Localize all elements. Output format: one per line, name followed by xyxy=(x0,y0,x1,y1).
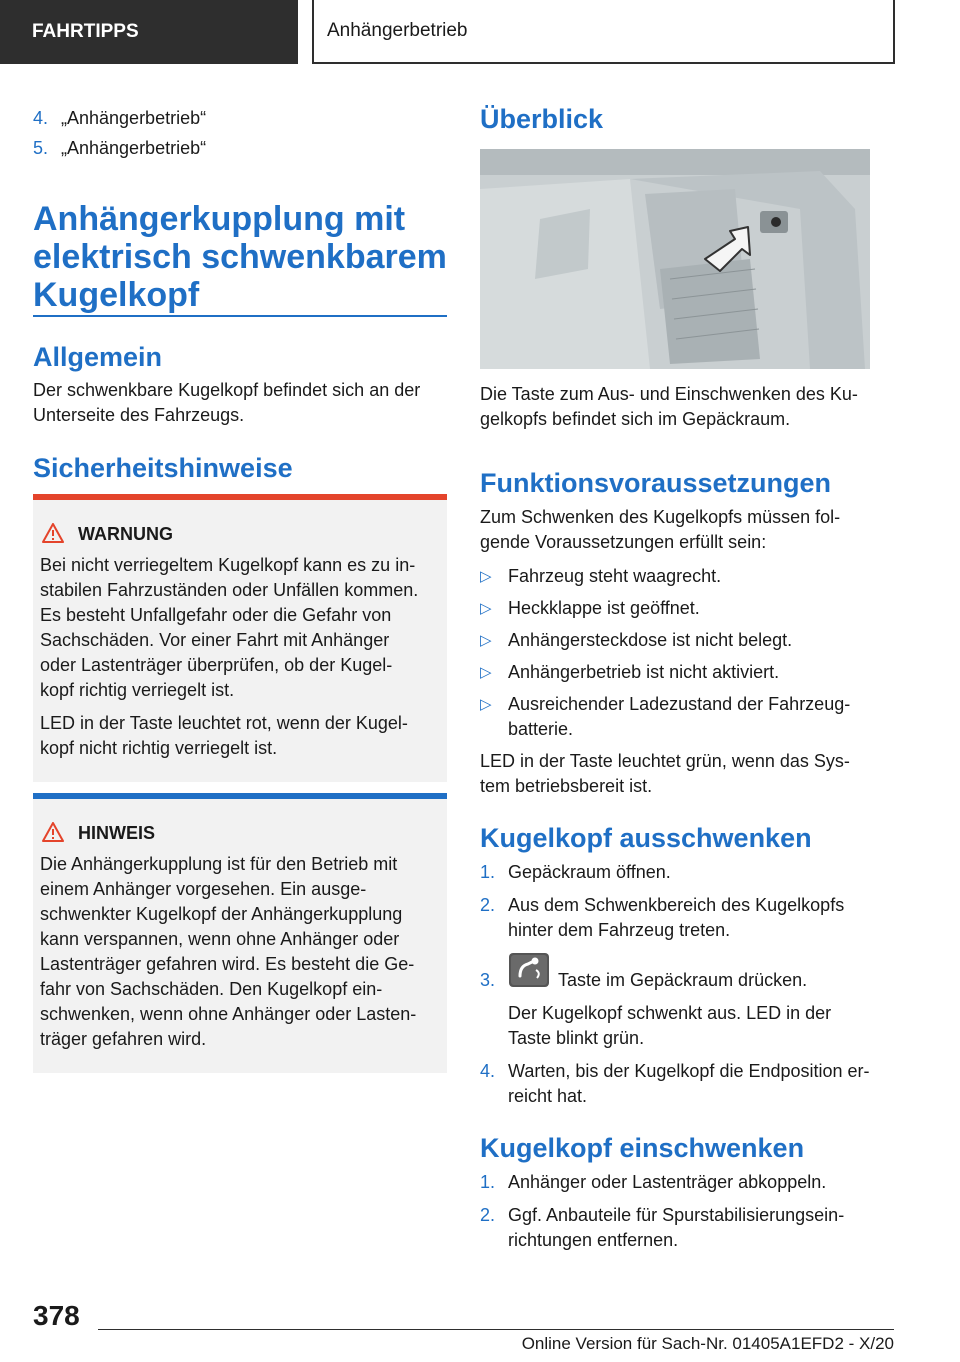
step-text: Taste im Gepäckraum drücken. xyxy=(558,970,808,990)
step-item xyxy=(480,893,900,943)
bullet-text xyxy=(508,692,898,742)
text-line: Zum Schwenken des Kugelkopfs müssen fol- xyxy=(480,507,841,527)
warning-bar xyxy=(33,494,447,500)
allgemein-text xyxy=(33,378,453,428)
text-line: reicht hat. xyxy=(508,1086,588,1106)
text-line: tem betriebsbereit ist. xyxy=(480,776,653,796)
bullet-text: Heckklappe ist geöffnet. xyxy=(508,598,700,618)
step-number: 2. xyxy=(480,895,496,915)
func-intro xyxy=(480,505,900,555)
text-line: gelkopfs befindet sich im Gepäckraum. xyxy=(480,409,791,429)
trunk-illustration xyxy=(480,149,870,369)
section-title: FAHRTIPPS xyxy=(32,21,139,42)
section-tab xyxy=(0,0,298,64)
step-number: 1. xyxy=(480,862,496,882)
notice-icon xyxy=(42,822,64,842)
text-line: Der Kugelkopf schwenkt aus. LED in der xyxy=(508,1003,832,1023)
text-line: oder Lastenträger überprüfen, ob der Kugel- xyxy=(40,655,393,675)
page-number: 378 xyxy=(33,1300,80,1331)
step-item xyxy=(480,1001,900,1051)
text-line: Unterseite des Fahrzeugs. xyxy=(33,405,245,425)
footer-rule xyxy=(98,1329,894,1330)
text-line: Der schwenkbare Kugelkopf befindet sich an der xyxy=(33,380,421,400)
bullet-text: Anhängersteckdose ist nicht belegt. xyxy=(508,630,793,650)
text-line: stabilen Fahrzuständen oder Unfällen kommen. xyxy=(40,580,419,600)
text-line: Es besteht Unfallgefahr oder die Gefahr von xyxy=(40,605,392,625)
step-text xyxy=(508,1203,898,1253)
ref-text: „Anhängerbetrieb“ xyxy=(61,138,207,158)
step-text xyxy=(508,893,898,943)
func-led-note xyxy=(480,749,900,799)
page-title xyxy=(33,200,453,314)
text-line: hinter dem Fahrzeug treten. xyxy=(508,920,731,940)
overview-caption xyxy=(480,382,900,432)
bullet-icon: ▷ xyxy=(480,664,492,681)
title-line: Kugelkopf xyxy=(33,276,200,314)
bullet-icon: ▷ xyxy=(480,696,492,713)
text-line: schwenken, wenn ohne Anhänger oder Lasten- xyxy=(40,1004,417,1024)
title-line: Anhängerkupplung mit xyxy=(33,200,406,238)
text-line: LED in der Taste leuchtet grün, wenn das Sys- xyxy=(480,751,850,771)
text-line: LED in der Taste leuchtet rot, wenn der Kugel- xyxy=(40,713,408,733)
text-line: batterie. xyxy=(508,719,574,739)
step-text xyxy=(508,1001,898,1051)
chapter-title: Anhängerbetrieb xyxy=(327,20,468,41)
func-heading: Funktionsvoraussetzungen xyxy=(480,468,832,498)
step-item xyxy=(480,1203,900,1253)
bullet-text: Anhängerbetrieb ist nicht aktiviert. xyxy=(508,662,780,682)
title-line: elektrisch schwenkbarem xyxy=(33,238,447,276)
chapter-tab xyxy=(312,0,895,64)
step-number: 1. xyxy=(480,1172,496,1192)
bullet-icon: ▷ xyxy=(480,632,492,649)
text-line: Ausreichender Ladezustand der Fahrzeug- xyxy=(508,694,851,714)
bullet-text: Fahrzeug steht waagrecht. xyxy=(508,566,722,586)
aus-heading: Kugelkopf ausschwenken xyxy=(480,823,812,853)
bullet-icon: ▷ xyxy=(480,568,492,585)
ref-number: 4. xyxy=(33,108,49,128)
warning-paragraph-2 xyxy=(40,711,444,761)
overview-heading: Überblick xyxy=(480,104,604,134)
notice-bar xyxy=(33,793,447,799)
step-text xyxy=(508,1059,898,1109)
notice-box xyxy=(33,793,447,1073)
step-text: Anhänger oder Lastenträger abkoppeln. xyxy=(508,1172,827,1192)
text-line: Warten, bis der Kugelkopf die Endposition er- xyxy=(508,1061,870,1081)
text-line: einem Anhänger vorgesehen. Ein ausge- xyxy=(40,879,367,899)
ref-number: 5. xyxy=(33,138,49,158)
warning-label: WARNUNG xyxy=(78,524,173,544)
notice-paragraph xyxy=(40,852,444,1052)
step-item xyxy=(480,1059,900,1109)
text-line: Taste blinkt grün. xyxy=(508,1028,645,1048)
text-line: Lastenträger gefahren wird. Es besteht die Ge- xyxy=(40,954,415,974)
text-line: Die Anhängerkupplung ist für den Betrieb mit xyxy=(40,854,398,874)
warning-icon xyxy=(42,523,64,543)
tow-hitch-button-icon xyxy=(508,952,550,988)
text-line: träger gefahren wird. xyxy=(40,1029,207,1049)
ein-heading: Kugelkopf einschwenken xyxy=(480,1133,805,1163)
text-line: Bei nicht verriegeltem Kugelkopf kann es zu in- xyxy=(40,555,416,575)
allgemein-heading: Allgemein xyxy=(33,342,163,372)
title-rule xyxy=(33,315,447,317)
footer-text: Online Version für Sach-Nr. 01405A1EFD2 - X/20 xyxy=(521,1334,894,1353)
warning-paragraph-1 xyxy=(40,553,444,703)
warning-box xyxy=(33,494,447,782)
text-line: kopf nicht richtig verriegelt ist. xyxy=(40,738,278,758)
notice-label: HINWEIS xyxy=(78,823,156,843)
text-line: kopf richtig verriegelt ist. xyxy=(40,680,235,700)
step-number: 3. xyxy=(480,970,496,990)
step-text: Gepäckraum öffnen. xyxy=(508,862,671,882)
step-number: 2. xyxy=(480,1205,496,1225)
safety-heading: Sicherheitshinweise xyxy=(33,453,293,483)
text-line: kann verspannen, wenn ohne Anhänger oder xyxy=(40,929,400,949)
text-line: Die Taste zum Aus- und Einschwenken des Ku- xyxy=(480,384,858,404)
text-line: schwenkter Kugelkopf der Anhängerkupplung xyxy=(40,904,403,924)
text-line: Sachschäden. Vor einer Fahrt mit Anhänger xyxy=(40,630,390,650)
text-line: richtungen entfernen. xyxy=(508,1230,679,1250)
text-line: Aus dem Schwenkbereich des Kugelkopfs xyxy=(508,895,845,915)
text-line: Ggf. Anbauteile für Spurstabilisierungsein- xyxy=(508,1205,845,1225)
ref-text: „Anhängerbetrieb“ xyxy=(61,108,207,128)
step-number: 4. xyxy=(480,1061,496,1081)
list-item xyxy=(480,692,900,742)
text-line: gende Voraussetzungen erfüllt sein: xyxy=(480,532,767,552)
bullet-icon: ▷ xyxy=(480,600,492,617)
text-line: fahr von Sachschäden. Den Kugelkopf ein- xyxy=(40,979,383,999)
